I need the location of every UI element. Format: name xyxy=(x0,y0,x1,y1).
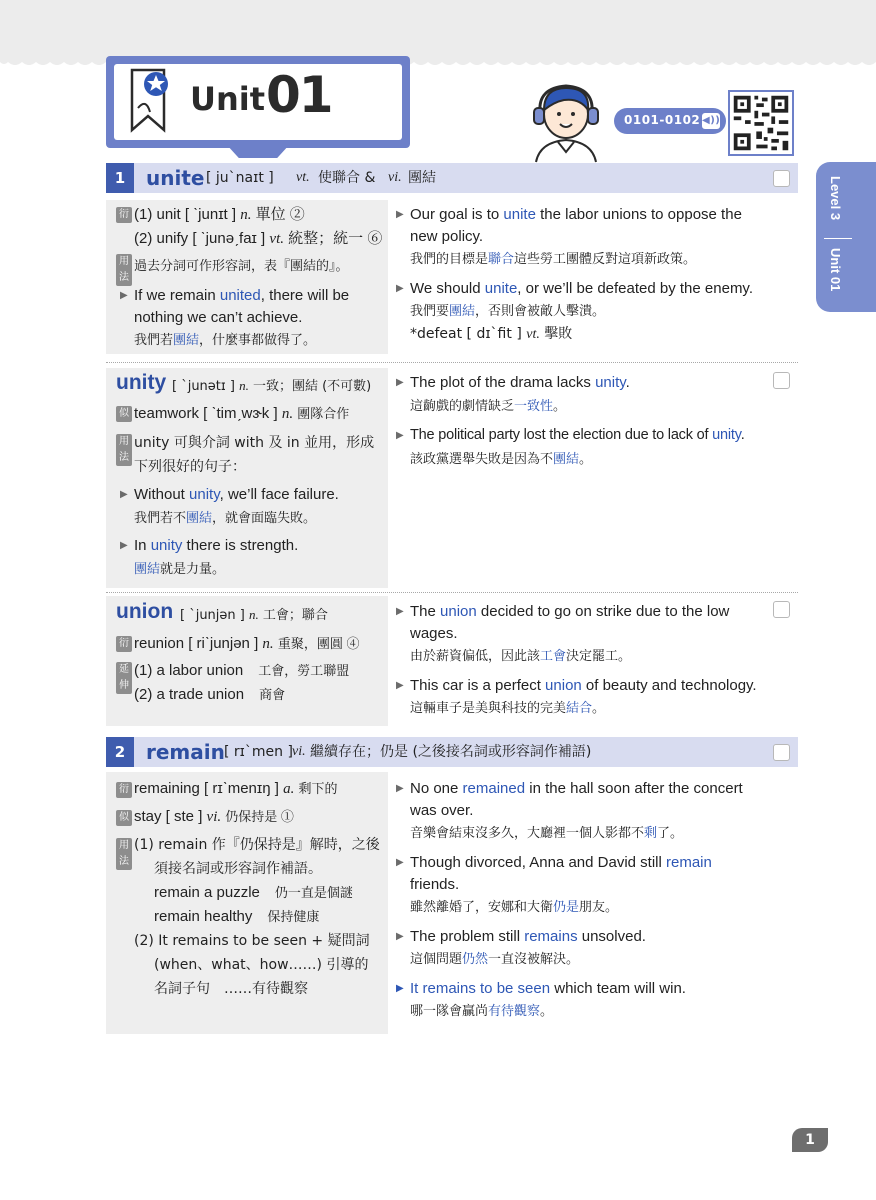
derivative-line: (2) unify [ ˋjunəˏfaɪ ] vt. 統整；統一 ⑥ xyxy=(134,230,383,247)
derivative-line: (1) unit [ ˋjunɪt ] n. 單位 ② xyxy=(134,206,305,223)
usage-badge: 用法 xyxy=(116,838,132,870)
example-sentence: The political party lost the election due to lack of unity. xyxy=(410,427,745,443)
pos-label: vi. xyxy=(388,170,402,185)
example-translation: 我們若不團結，就會面臨失敗。 xyxy=(134,511,317,526)
page-number: 1 xyxy=(792,1128,828,1152)
usage-note: (when、what、how……) 引導的 xyxy=(154,957,369,973)
synonym-line: teamwork [ ˋtimˏwɝk ] n. 團隊合作 xyxy=(134,405,350,422)
example-sentence: new policy. xyxy=(410,228,484,245)
entry-number: 2 xyxy=(106,737,134,767)
headword: remain xyxy=(146,740,225,764)
example-sentence: In unity there is strength. xyxy=(134,537,299,554)
example-sentence: We should unite, or we’ll be defeated by the enemy. xyxy=(410,280,753,297)
example-translation: 該政黨選舉失敗是因為不團結。 xyxy=(410,452,593,467)
pos-label: vt. xyxy=(296,170,310,185)
unit-title-card xyxy=(106,56,410,158)
unit-word: Unit xyxy=(190,80,266,118)
sub-definition: [ ˋjunjən ] n. 工會；聯合 xyxy=(180,607,328,623)
example-sentence: No one remained in the hall soon after the concert xyxy=(410,780,743,797)
derivative-badge: 衍 xyxy=(116,782,132,798)
sub-headword: union xyxy=(116,600,174,623)
pos-label: vi. xyxy=(292,744,306,759)
definition: 繼續存在；仍是 (之後接名詞或形容詞作補語) xyxy=(310,744,592,760)
qr-code-icon[interactable] xyxy=(728,90,794,156)
extension-line: (1) a labor union 工會，勞工聯盟 xyxy=(134,662,350,679)
entry-header-unite xyxy=(106,163,798,193)
example-sentence: Our goal is to unite the labor unions to oppose the xyxy=(410,206,742,223)
example-translation: 由於薪資偏低，因此該工會決定罷工。 xyxy=(410,649,632,664)
example-translation: 音樂會結束沒多久，大廳裡一個人影都不剩了。 xyxy=(410,826,684,841)
usage-note: (1) remain 作『仍保持是』解時，之後 xyxy=(134,837,380,853)
sub-definition: [ ˋjunətɪ ] n. 一致；團結 (不可數) xyxy=(172,378,372,394)
usage-badge: 用法 xyxy=(116,254,132,286)
definition: 使聯合 & xyxy=(318,170,376,186)
example-sentence: If we remain united, there will be xyxy=(134,287,350,304)
study-checkbox[interactable] xyxy=(773,170,790,187)
example-sentence: Without unity, we’ll face failure. xyxy=(134,486,339,503)
example-translation: 雖然離婚了，安娜和大衛仍是朋友。 xyxy=(410,900,619,915)
extension-line: (2) a trade union 商會 xyxy=(134,686,286,703)
entry-header-remain xyxy=(106,737,798,767)
example-sentence: wages. xyxy=(410,625,458,642)
example-sentence: was over. xyxy=(410,802,474,819)
extension-badge: 延伸 xyxy=(116,662,132,694)
usage-note: (2) It remains to be seen + 疑問詞 xyxy=(134,933,370,949)
synonym-badge: 似 xyxy=(116,810,132,826)
usage-note: 過去分詞可作形容詞，表『團結的』。 xyxy=(134,259,349,274)
example-sentence: The problem still remains unsolved. xyxy=(410,928,646,945)
usage-note: unity 可與介詞 with 及 in 並用，形成 xyxy=(134,435,375,451)
dotted-divider xyxy=(106,362,798,363)
speaker-icon[interactable]: ◀)) xyxy=(702,113,720,129)
study-checkbox[interactable] xyxy=(773,372,790,389)
example-sentence: This car is a perfect union of beauty and technology. xyxy=(410,677,757,694)
usage-note: 名詞子句 ……有待觀察 xyxy=(154,981,308,997)
definition: 團結 xyxy=(408,170,436,186)
usage-note: 下列很好的句子： xyxy=(134,459,246,475)
unit-number: 01 xyxy=(266,66,332,124)
audio-code: 0101-0102 xyxy=(624,113,701,127)
derivative-line: reunion [ riˋjunjən ] n. 重聚，團圓 ④ xyxy=(134,635,360,652)
side-unit-label: Unit 01 xyxy=(828,248,843,292)
derivative-badge: 衍 xyxy=(116,207,132,223)
derivative-badge: 衍 xyxy=(116,636,132,652)
example-translation: 團結就是力量。 xyxy=(134,562,226,577)
example-translation: 這輛車子是美與科技的完美結合。 xyxy=(410,701,606,716)
top-band xyxy=(0,0,876,62)
study-checkbox[interactable] xyxy=(773,601,790,618)
synonym-line: stay [ ste ] vi. 仍保持是 ① xyxy=(134,808,294,825)
dotted-divider xyxy=(106,592,798,593)
example-sentence: The plot of the drama lacks unity. xyxy=(410,374,630,391)
headphones-kid-icon xyxy=(528,80,604,164)
sub-headword: unity xyxy=(116,371,167,394)
synonym-badge: 似 xyxy=(116,406,132,422)
example-translation: 我們要團結，否則會被敵人擊潰。 xyxy=(410,304,606,319)
vocab-note: *defeat [ dɪˋfit ] vt. 擊敗 xyxy=(410,326,573,342)
example-sentence: friends. xyxy=(410,876,460,893)
bookmark-star-icon xyxy=(128,68,172,134)
pronunciation: [ rɪˋmen ] xyxy=(224,744,293,760)
example-translation: 這個問題仍然一直沒被解決。 xyxy=(410,952,580,967)
study-checkbox[interactable] xyxy=(773,744,790,761)
example-sentence: The union decided to go on strike due to the low xyxy=(410,603,730,620)
derivative-line: remaining [ rɪˋmenɪŋ ] a. 剩下的 xyxy=(134,780,338,797)
usage-badge: 用法 xyxy=(116,434,132,466)
headword: unite xyxy=(146,166,205,190)
audio-track-badge[interactable] xyxy=(614,108,726,134)
usage-example: remain a puzzle 仍一直是個謎 xyxy=(154,884,353,901)
entry-number: 1 xyxy=(106,163,134,193)
side-level-label: Level 3 xyxy=(828,176,843,221)
example-translation: 我們的目標是聯合這些勞工團體反對這項新政策。 xyxy=(410,252,697,267)
side-level-tab xyxy=(816,162,876,312)
pronunciation: [ juˋnaɪt ] xyxy=(206,170,274,186)
usage-note: 須接名詞或形容詞作補語。 xyxy=(154,861,322,877)
example-sentence: Though divorced, Anna and David still remain xyxy=(410,854,712,871)
example-translation: 我們若團結，什麼事都做得了。 xyxy=(134,333,317,348)
example-translation: 哪一隊會贏尚有待觀察。 xyxy=(410,1004,554,1019)
usage-example: remain healthy 保持健康 xyxy=(154,908,320,925)
example-sentence: It remains to be seen which team will win. xyxy=(410,980,686,997)
example-translation: 這齣戲的劇情缺乏一致性。 xyxy=(410,399,567,414)
example-sentence: nothing we can’t achieve. xyxy=(134,309,303,326)
